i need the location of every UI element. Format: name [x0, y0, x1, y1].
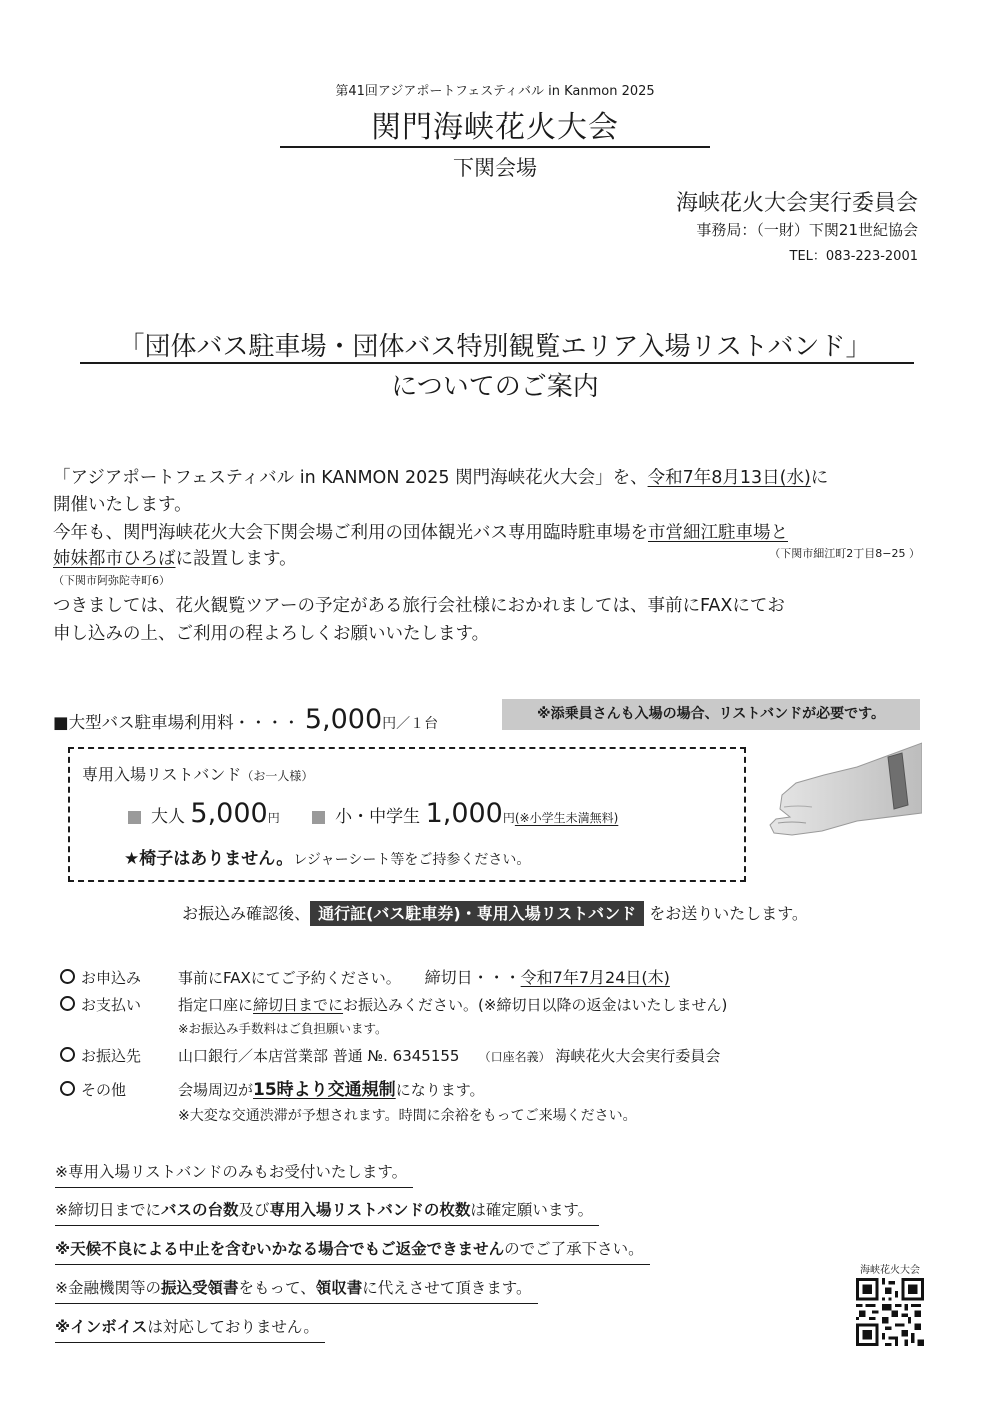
adult-label: 大人 [151, 807, 185, 827]
bus-fee-amount: 5,000 [304, 704, 383, 735]
detail-bank [60, 1045, 720, 1066]
pay-text: 指定口座に [178, 996, 254, 1014]
note-2 [55, 1198, 599, 1226]
detail-payment [60, 994, 727, 1015]
circle-bullet-icon [60, 1081, 75, 1096]
chair-note [124, 844, 530, 869]
child-note: (※小学生未満無料) [514, 811, 619, 825]
event-date: 令和7年8月13日(水) [647, 468, 811, 488]
bus-fee-line [53, 704, 438, 735]
detail-label: お振込先 [81, 1047, 142, 1065]
bus-fee-label: ■大型バス駐車場利用料・・・・ [53, 713, 300, 732]
note-text: 及び [238, 1201, 270, 1219]
deadline-label: 締切日・・・ [424, 968, 521, 987]
send-text-after: をお送りいたします。 [649, 904, 808, 923]
adult-amount: 5,000 [190, 798, 268, 829]
child-label: 小・中学生 [335, 807, 421, 827]
other-text: 会場周辺が [178, 1081, 254, 1099]
square-bullet-icon [312, 811, 325, 824]
send-text-before: お振込み確認後、 [182, 904, 311, 923]
tel-number: TEL：083-223-2001 [789, 249, 918, 264]
square-bullet-icon [128, 811, 141, 824]
note-bold: バスの台数 [161, 1201, 239, 1219]
note-5 [55, 1315, 325, 1343]
intro-line-3 [53, 519, 788, 544]
note-text: に代えさせて頂きます。 [362, 1279, 532, 1297]
organizer-name: 海峡花火大会実行委員会 [675, 191, 918, 216]
qr-code-icon[interactable] [856, 1278, 924, 1346]
apply-text: 事前にFAXにてご予約ください。 [178, 969, 401, 987]
note-text: は対応しておりません。 [147, 1318, 319, 1336]
note-bold: 振込受領書 [161, 1279, 239, 1297]
yen-unit: 円 [502, 811, 515, 825]
parking-lot-1: 市営細江駐車場と [648, 523, 788, 543]
event-supertitle: 第41回アジアポートフェスティバル in Kanmon 2025 [335, 84, 655, 99]
note-bold: 領収書 [315, 1279, 363, 1297]
note-bold: ※天候不良による中止を含むいかなる場合でもご返金できません [55, 1240, 505, 1258]
pay-deadline: 締切日までに [253, 996, 344, 1014]
circle-bullet-icon [60, 1047, 75, 1062]
qr-label: 海峡花火大会 [860, 1265, 920, 1276]
note-3 [55, 1237, 650, 1265]
chair-note-bold: ★椅子はありません。 [124, 849, 294, 869]
other-text: になります。 [395, 1081, 485, 1099]
bus-fee-unit: 円／１台 [382, 716, 439, 732]
title-divider [280, 146, 710, 148]
note-text: をもって、 [238, 1279, 316, 1297]
detail-apply [60, 965, 670, 988]
intro-text: 「アジアポートフェスティバル in KANMON 2025 関門海峡花火大会」を、 [53, 468, 648, 488]
intro-line-4 [53, 545, 297, 570]
wristband-per-person: （お一人様） [241, 769, 314, 783]
attendant-note-box: ※添乗員さんも入場の場合、リストバンドが必要です。 [502, 699, 920, 730]
parking-lot-2-address: （下関市阿弥陀寺町6） [53, 574, 170, 587]
intro-text: に [810, 468, 829, 488]
account-name-label: （口座名義） [478, 1050, 551, 1064]
intro-line-2: 開催いたします。 [53, 495, 192, 515]
intro-line-6: 申し込みの上、ご利用の程よろしくお願いいたします。 [53, 624, 490, 644]
note-1: ※専用入場リストバンドのみもお受付いたします。 [55, 1160, 413, 1188]
notice-heading-line2: についてのご案内 [391, 372, 599, 402]
chair-note-text: レジャーシート等をご持参ください。 [293, 852, 531, 868]
circle-bullet-icon [60, 996, 75, 1011]
detail-other [60, 1075, 485, 1100]
circle-bullet-icon [60, 969, 75, 984]
bank-account: 山口銀行／本店営業部 普通 №. 6345155 [178, 1047, 460, 1065]
venue-label: 下関会場 [453, 156, 537, 180]
intro-line-1 [53, 464, 828, 489]
intro-line-5: つきましては、花火観覧ツアーの予定がある旅行会社様におかれましては、事前にFAXにてお [53, 596, 785, 616]
wristband-title [82, 762, 313, 785]
yen-unit: 円 [267, 811, 280, 825]
note-bold: ※インボイス [55, 1318, 148, 1336]
wristband-prices [128, 798, 618, 829]
note-bold: 専用入場リストバンドの枚数 [269, 1201, 471, 1219]
note-4 [55, 1276, 538, 1304]
traffic-note: ※大変な交通渋滞が予想されます。時間に余裕をもってご来場ください。 [178, 1108, 637, 1124]
intro-text: 今年も、関門海峡花火大会下関会場ご利用の団体観光バス専用臨時駐車場を [53, 523, 648, 543]
child-amount: 1,000 [425, 798, 503, 829]
wristband-illustration [762, 735, 922, 865]
deadline-date: 令和7年7月24日(木) [520, 968, 670, 987]
parking-lot-2: 姉妹都市ひろば [53, 549, 176, 569]
page-title: 関門海峡花火大会 [371, 110, 619, 145]
detail-label: その他 [81, 1081, 127, 1099]
traffic-restriction: 15時より交通規制 [253, 1080, 396, 1100]
pay-text: お振込みください。(※締切日以降の返金はいたしません) [343, 996, 728, 1014]
account-name: 海峡花火大会実行委員会 [555, 1047, 721, 1065]
intro-text: に設置します。 [175, 549, 297, 569]
note-text: は確定願います。 [470, 1201, 594, 1219]
note-text: のでご了承下さい。 [504, 1240, 644, 1258]
office-info: 事務局：（一財）下関21世紀協会 [696, 221, 918, 239]
send-items-box: 通行証(バス駐車券)・専用入場リストバンド [310, 901, 644, 926]
detail-label: お申込み [81, 969, 142, 987]
wristband-title-text: 専用入場リストバンド [82, 765, 242, 784]
parking-lot-1-address: （下関市細江町2丁目8−25 ） [769, 547, 920, 560]
send-line [0, 901, 990, 924]
fee-burden-note: ※お振込み手数料はご負担願います。 [178, 1021, 388, 1036]
note-text: ※金融機関等の [55, 1279, 161, 1297]
note-text: ※締切日までに [55, 1201, 161, 1219]
detail-label: お支払い [81, 996, 142, 1014]
heading-divider [80, 362, 914, 364]
notice-heading-line1: 「団体バス駐車場・団体バス特別観覧エリア入場リストバンド」 [118, 332, 872, 362]
